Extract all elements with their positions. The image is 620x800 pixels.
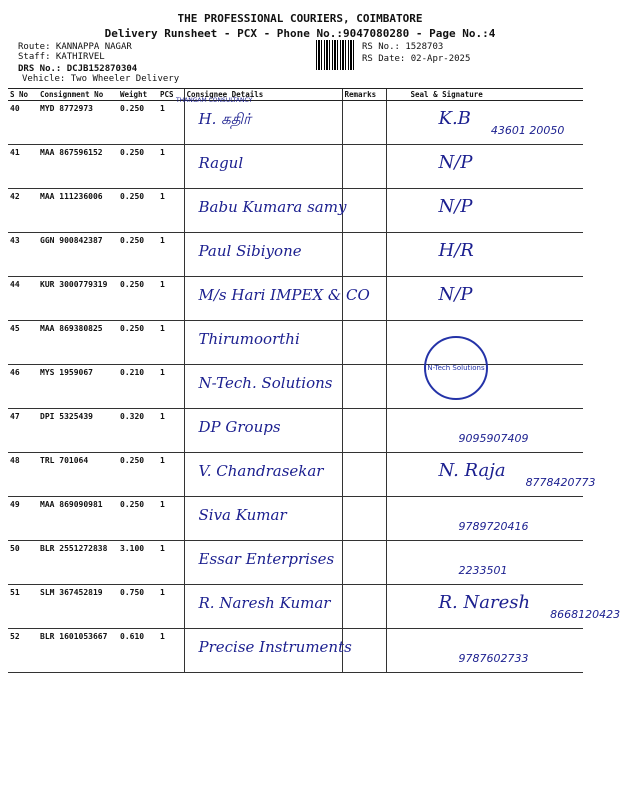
- table-row: [8, 453, 583, 497]
- signature-cell: [386, 541, 583, 585]
- consignee-cell: [184, 365, 342, 409]
- signature-handwritten: N/P: [438, 152, 473, 173]
- consignee-name-handwritten: N-Tech. Solutions: [198, 374, 333, 392]
- consignment-no-cell: MYD 8772973: [38, 101, 118, 145]
- remarks-cell: [342, 541, 386, 585]
- signature-cell: [386, 585, 620, 629]
- pcs-cell: 1: [158, 629, 184, 673]
- table-row: [8, 233, 583, 277]
- column-header: Remarks: [342, 89, 386, 101]
- weight-cell: 0.250: [118, 453, 158, 497]
- consignment-no-cell: MAA 869090981: [38, 497, 118, 541]
- remarks-cell: [342, 409, 386, 453]
- signature-cell: [386, 233, 583, 277]
- consignee-cell: [184, 541, 342, 585]
- weight-cell: 3.100: [118, 541, 158, 585]
- table-row: [8, 101, 583, 145]
- pcs-cell: 1: [158, 453, 184, 497]
- table-row: [8, 409, 583, 453]
- column-header: Weight: [118, 89, 158, 101]
- table-row: [8, 585, 583, 629]
- sno-cell: 47: [8, 409, 38, 453]
- pcs-cell: 1: [158, 233, 184, 277]
- remarks-cell: [342, 365, 386, 409]
- consignee-cell: [184, 189, 347, 233]
- weight-cell: 0.210: [118, 365, 158, 409]
- consignee-cell: [184, 321, 342, 365]
- table-header-row: [8, 89, 583, 101]
- route-label: Route: KANNAPPA NAGAR: [18, 42, 132, 52]
- table-row: [8, 145, 583, 189]
- pcs-cell: 1: [158, 189, 184, 233]
- pcs-cell: 1: [158, 585, 184, 629]
- weight-cell: 0.250: [118, 321, 158, 365]
- pcs-cell: 1: [158, 277, 184, 321]
- sno-cell: 45: [8, 321, 38, 365]
- pcs-cell: 1: [158, 541, 184, 585]
- signature-cell: [386, 189, 583, 233]
- column-header: Consignment No: [38, 89, 118, 101]
- sno-cell: 44: [8, 277, 38, 321]
- runsheet-subtitle: Delivery Runsheet - PCX - Phone No.:9047080280 - Page No.:4: [104, 27, 496, 40]
- signature-cell: [386, 453, 596, 497]
- column-header: Consignee Details: [184, 89, 342, 101]
- signature-cell: [386, 277, 583, 321]
- consignment-no-cell: BLR 1601053667: [38, 629, 118, 673]
- table-row: [8, 277, 583, 321]
- receiver-phone-handwritten: 9095907409: [458, 432, 529, 445]
- sno-cell: 46: [8, 365, 38, 409]
- consignee-cell: [184, 409, 342, 453]
- receiver-phone-handwritten: 2233501: [458, 564, 508, 577]
- pcs-cell: 1: [158, 497, 184, 541]
- consignee-name-handwritten: Babu Kumara samy: [198, 198, 347, 216]
- column-header: S No: [8, 89, 38, 101]
- stamp-text: N-Tech Solutions: [427, 364, 485, 372]
- remarks-cell: [342, 585, 386, 629]
- signature-cell: [386, 145, 583, 189]
- consignee-name-handwritten: DP Groups: [198, 418, 281, 436]
- consignee-cell: [184, 585, 342, 629]
- rs-number: RS No.: 1528703: [362, 42, 444, 52]
- signature-handwritten: K.B: [438, 108, 471, 129]
- consignee-cell: [184, 453, 342, 497]
- barcode-icon: [316, 40, 356, 70]
- signature-cell: [386, 409, 583, 453]
- vehicle-label: Vehicle: Two Wheeler Delivery: [22, 74, 180, 84]
- signature-handwritten: R. Naresh: [438, 592, 531, 613]
- consignee-cell: [184, 497, 342, 541]
- sno-cell: 43: [8, 233, 38, 277]
- table-row: [8, 189, 583, 233]
- remarks-cell: [342, 189, 386, 233]
- consignee-name-handwritten: M/s Hari IMPEX & CO: [198, 286, 370, 304]
- receiver-phone-handwritten: 9789720416: [458, 520, 529, 533]
- rs-date: RS Date: 02-Apr-2025: [362, 54, 471, 64]
- sno-cell: 51: [8, 585, 38, 629]
- sno-cell: 49: [8, 497, 38, 541]
- remarks-cell: [342, 101, 386, 145]
- table-row: [8, 629, 583, 673]
- remarks-cell: [342, 497, 386, 541]
- staff-label: Staff: KATHIRVEL: [18, 52, 105, 62]
- consignee-name-handwritten: H. கதிர்: [198, 110, 251, 128]
- consignee-cell: [184, 277, 370, 321]
- receiver-phone-handwritten: 9787602733: [458, 652, 529, 665]
- remarks-cell: [342, 145, 386, 189]
- consignment-no-cell: KUR 3000779319: [38, 277, 118, 321]
- consignment-no-cell: MAA 111236006: [38, 189, 118, 233]
- signature-cell: [386, 629, 583, 673]
- receiver-phone-handwritten: 8778420773: [525, 476, 596, 489]
- sno-cell: 42: [8, 189, 38, 233]
- company-seal-stamp: [424, 336, 488, 400]
- consignment-no-cell: DPI 5325439: [38, 409, 118, 453]
- receiver-phone-handwritten: 43601 20050: [490, 124, 565, 137]
- consignee-name-handwritten: R. Naresh Kumar: [198, 594, 331, 612]
- weight-cell: 0.610: [118, 629, 158, 673]
- consignee-cell: [184, 101, 342, 145]
- receiver-phone-handwritten: 8668120423: [550, 608, 620, 621]
- weight-cell: 0.250: [118, 101, 158, 145]
- consignment-no-cell: BLR 2551272838: [38, 541, 118, 585]
- table-row: [8, 541, 583, 585]
- weight-cell: 0.250: [118, 277, 158, 321]
- sno-cell: 50: [8, 541, 38, 585]
- pcs-cell: 1: [158, 101, 184, 145]
- pcs-cell: 1: [158, 365, 184, 409]
- column-header: PCS: [158, 89, 184, 101]
- table-row: [8, 497, 583, 541]
- runsheet-table: [8, 88, 620, 673]
- consignment-no-cell: GGN 900842387: [38, 233, 118, 277]
- signature-cell: [386, 101, 583, 145]
- consignment-no-cell: SLM 367452819: [38, 585, 118, 629]
- sno-cell: 52: [8, 629, 38, 673]
- consignee-cell: [184, 233, 342, 277]
- sno-cell: 41: [8, 145, 38, 189]
- weight-cell: 0.750: [118, 585, 158, 629]
- signature-handwritten: N/P: [438, 196, 473, 217]
- table-row: [8, 365, 583, 409]
- consignee-stamp-note: THANGAM CONSULTANCY: [176, 97, 253, 104]
- weight-cell: 0.250: [118, 233, 158, 277]
- table-row: [8, 321, 583, 365]
- consignee-name-handwritten: Essar Enterprises: [198, 550, 335, 568]
- consignee-name-handwritten: Thirumoorthi: [198, 330, 300, 348]
- weight-cell: 0.250: [118, 145, 158, 189]
- company-title: THE PROFESSIONAL COURIERS, COIMBATORE: [177, 12, 423, 25]
- weight-cell: 0.250: [118, 497, 158, 541]
- consignee-name-handwritten: Paul Sibiyone: [198, 242, 302, 260]
- remarks-cell: [342, 453, 386, 497]
- remarks-cell: [342, 233, 386, 277]
- consignment-no-cell: TRL 701064: [38, 453, 118, 497]
- consignee-cell: [184, 145, 342, 189]
- signature-handwritten: H/R: [438, 240, 474, 261]
- signature-handwritten: N/P: [438, 284, 473, 305]
- pcs-cell: 1: [158, 321, 184, 365]
- consignment-no-cell: MAA 867596152: [38, 145, 118, 189]
- weight-cell: 0.320: [118, 409, 158, 453]
- sno-cell: 40: [8, 101, 38, 145]
- column-header: Seal & Signature: [386, 89, 583, 101]
- remarks-cell: [342, 321, 386, 365]
- consignment-no-cell: MYS 1959067: [38, 365, 118, 409]
- consignee-name-handwritten: Precise Instruments: [198, 638, 352, 656]
- consignee-cell: [184, 629, 352, 673]
- consignment-no-cell: MAA 869380825: [38, 321, 118, 365]
- drs-number: DRS No.: DCJB152870304: [18, 64, 138, 74]
- sno-cell: 48: [8, 453, 38, 497]
- pcs-cell: 1: [158, 409, 184, 453]
- consignee-name-handwritten: Siva Kumar: [198, 506, 287, 524]
- signature-cell: [386, 497, 583, 541]
- pcs-cell: 1: [158, 145, 184, 189]
- consignee-name-handwritten: Ragul: [198, 154, 244, 172]
- weight-cell: 0.250: [118, 189, 158, 233]
- signature-handwritten: N. Raja: [438, 460, 506, 481]
- consignee-name-handwritten: V. Chandrasekar: [198, 462, 324, 480]
